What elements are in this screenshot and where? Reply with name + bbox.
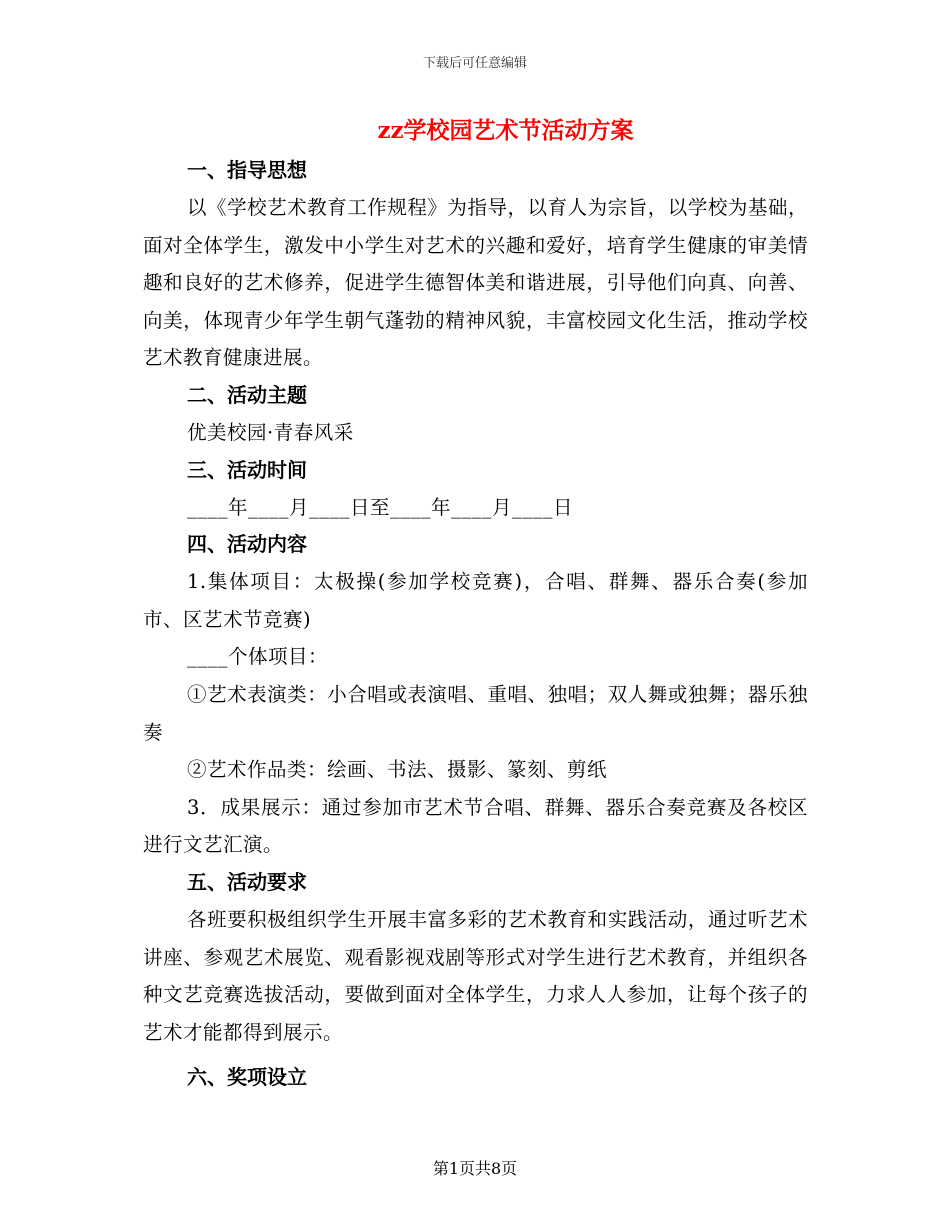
section-body-theme: 优美校园·青春风采 [187, 420, 354, 444]
document-title: zz学校园艺术节活动方案 [377, 117, 634, 144]
section-body-requirements: 各班要积极组织学生开展丰富多彩的艺术教育和实践活动，通过听艺术讲座、参观艺术展览、观看影视戏剧等形式对学生进行艺术教育，并组织各种文艺竞赛选拔活动，要做到面对全体学生，力求人人参加，让每个孩子的艺术才能都得到展示。 [143, 907, 808, 1044]
section-body-guiding-ideology: 以《学校艺术教育工作规程》为指导，以育人为宗旨，以学校为基础，面对全体学生，激发中小学生对艺术的兴趣和爱好，培育学生健康的审美情趣和良好的艺术修养，促进学生德智体美和谐进展，引导他们向真、向善、向美，体现青少年学生朝气蓬勃的精神风貌，丰富校园文化生活，推动学校艺术教育健康进展。 [143, 196, 808, 370]
content-item-showcase: 3．成果展示：通过参加市艺术节合唱、群舞、器乐合奏竞赛及各校区进行文艺汇演。 [143, 795, 808, 857]
content-item-collective: 1.集体项目：太极操(参加学校竞赛)，合唱、群舞、器乐合奏(参加市、区艺术节竞赛) [143, 570, 808, 631]
document-body [143, 112, 808, 1096]
section-heading-guiding-ideology: 一、指导思想 [187, 158, 307, 182]
section-heading-theme: 二、活动主题 [187, 382, 307, 407]
section-heading-requirements: 五、活动要求 [187, 869, 307, 894]
page-footer: 第1页共8页 [432, 1159, 518, 1178]
section-heading-time: 三、活动时间 [187, 457, 307, 482]
content-item-artwork: ②艺术作品类：绘画、书法、摄影、篆刻、剪纸 [187, 758, 608, 782]
section-heading-content: 四、活动内容 [187, 532, 307, 557]
spacer [143, 1051, 808, 1059]
section-heading-awards: 六、奖项设立 [187, 1065, 307, 1090]
section-body-time: ____年____月____日至____年____月____日 [187, 495, 574, 519]
content-item-performance: ①艺术表演类：小合唱或表演唱、重唱、独唱；双人舞或独舞；器乐独奏 [143, 682, 808, 744]
page-header: 下载后可任意编辑 [422, 56, 527, 71]
content-item-individual: ____个体项目： [187, 645, 329, 669]
